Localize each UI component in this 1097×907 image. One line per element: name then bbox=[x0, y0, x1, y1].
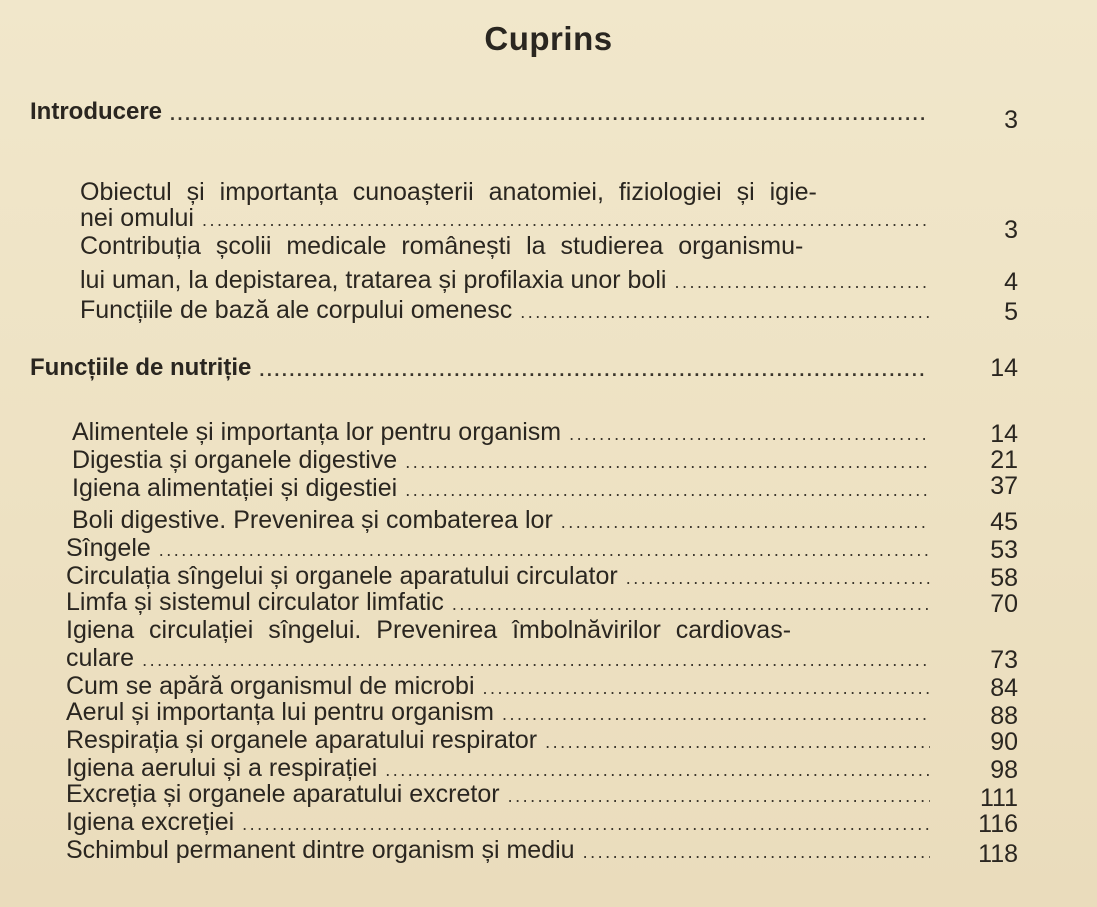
dot-leader bbox=[569, 424, 930, 444]
toc-entry-label: Digestia și organele digestive bbox=[72, 446, 398, 474]
toc-entry-label: Boli digestive. Prevenirea și combaterea lor bbox=[72, 506, 553, 534]
toc-entry-label: Respirația și organele aparatului respirator bbox=[66, 726, 538, 754]
toc-page-number: 5 bbox=[1004, 298, 1018, 326]
toc-page-number: 118 bbox=[978, 840, 1018, 868]
toc-page-number: 116 bbox=[978, 810, 1018, 838]
toc-entry[interactable] bbox=[66, 726, 930, 754]
dot-leader bbox=[385, 760, 930, 780]
toc-entry[interactable] bbox=[80, 296, 930, 324]
toc-entry[interactable] bbox=[72, 446, 930, 474]
toc-entry[interactable] bbox=[66, 698, 930, 726]
toc-page-number: 111 bbox=[979, 784, 1018, 812]
toc-page-number: 58 bbox=[990, 564, 1018, 592]
toc-entry-label: Igiena alimentației și digestiei bbox=[72, 474, 398, 502]
section-page-number: 14 bbox=[990, 354, 1018, 382]
toc-entry-label: lui uman, la depistarea, tratarea și profilaxia unor boli bbox=[80, 266, 667, 294]
toc-entry-label: nei omului bbox=[80, 204, 194, 232]
toc-page-number: 88 bbox=[990, 702, 1018, 730]
toc-entry-line: Igiena circulației sîngelui. Prevenirea îmbolnăvirilor cardiovas- bbox=[66, 616, 792, 644]
toc-page-number: 14 bbox=[990, 420, 1018, 448]
toc-entry-label: Circulația sîngelui și organele aparatului circulator bbox=[66, 562, 618, 590]
toc-entry[interactable] bbox=[66, 562, 930, 590]
toc-page-number: 90 bbox=[990, 728, 1018, 756]
toc-entry[interactable] bbox=[72, 418, 930, 446]
toc-entry[interactable] bbox=[66, 808, 930, 836]
dot-leader bbox=[202, 210, 930, 230]
toc-entry[interactable] bbox=[66, 780, 930, 808]
dot-leader bbox=[405, 480, 930, 500]
toc-page-number: 70 bbox=[990, 590, 1018, 618]
dot-leader bbox=[502, 704, 930, 724]
toc-entry-label: Schimbul permanent dintre organism și mediu bbox=[66, 836, 575, 864]
dot-leader bbox=[159, 540, 930, 560]
toc-entry-line: Contribuția școlii medicale românești la studierea organismu- bbox=[80, 232, 804, 260]
toc-entry-label: Funcțiile de bază ale corpului omenesc bbox=[80, 296, 513, 324]
dot-leader bbox=[142, 650, 930, 670]
toc-entry-label: culare bbox=[66, 644, 135, 672]
toc-entry-label: Igiena aerului și a respirației bbox=[66, 754, 378, 782]
toc-page-number: 98 bbox=[990, 756, 1018, 784]
toc-entry-label: Cum se apără organismul de microbi bbox=[66, 672, 475, 700]
toc-entry[interactable] bbox=[72, 474, 930, 502]
toc-entry-label: Sîngele bbox=[66, 534, 151, 562]
toc-page-number: 21 bbox=[990, 446, 1018, 474]
toc-entry-label: Alimentele și importanța lor pentru organism bbox=[72, 418, 562, 446]
dot-leader bbox=[452, 594, 930, 614]
toc-entry[interactable] bbox=[80, 266, 930, 294]
toc-entry[interactable] bbox=[66, 836, 930, 864]
toc-page-number: 4 bbox=[1004, 268, 1018, 296]
section-page-number: 3 bbox=[1004, 106, 1018, 134]
toc-page-number: 73 bbox=[990, 646, 1018, 674]
dot-leader bbox=[170, 104, 928, 124]
dot-leader bbox=[242, 814, 930, 834]
toc-entry[interactable] bbox=[72, 506, 930, 534]
section-heading: Funcțiile de nutriție bbox=[30, 354, 252, 381]
dot-leader bbox=[483, 678, 930, 698]
dot-leader bbox=[545, 732, 930, 752]
dot-leader bbox=[626, 568, 930, 588]
toc-entry-label: Limfa și sistemul circulator limfatic bbox=[66, 588, 444, 616]
toc-section-introducere[interactable] bbox=[30, 98, 928, 126]
toc-entry[interactable] bbox=[66, 588, 930, 616]
toc-entry[interactable] bbox=[80, 204, 930, 232]
toc-section-nutritie[interactable] bbox=[30, 354, 928, 382]
toc-page-number: 45 bbox=[990, 508, 1018, 536]
dot-leader bbox=[583, 842, 930, 862]
toc-page-number: 84 bbox=[990, 674, 1018, 702]
toc-entry-label: Igiena excreției bbox=[66, 808, 235, 836]
dot-leader bbox=[405, 452, 930, 472]
dot-leader bbox=[674, 272, 930, 292]
toc-page-number: 53 bbox=[990, 536, 1018, 564]
dot-leader bbox=[561, 512, 930, 532]
dot-leader bbox=[520, 302, 930, 322]
dot-leader bbox=[508, 786, 930, 806]
toc-entry[interactable] bbox=[66, 534, 930, 562]
toc-page-number: 37 bbox=[990, 472, 1018, 500]
dot-leader bbox=[259, 360, 928, 380]
toc-entry-label: Excreția și organele aparatului excretor bbox=[66, 780, 500, 808]
toc-entry-line: Obiectul și importanța cunoașterii anatomiei, fiziologiei și igie- bbox=[80, 178, 817, 206]
page-title: Cuprins bbox=[484, 20, 613, 57]
section-heading: Introducere bbox=[30, 98, 163, 125]
toc-entry[interactable] bbox=[66, 672, 930, 700]
toc-entry-label: Aerul și importanța lui pentru organism bbox=[66, 698, 494, 726]
toc-page-number: 3 bbox=[1004, 216, 1018, 244]
toc-entry[interactable] bbox=[66, 754, 930, 782]
toc-entry[interactable] bbox=[66, 644, 930, 672]
